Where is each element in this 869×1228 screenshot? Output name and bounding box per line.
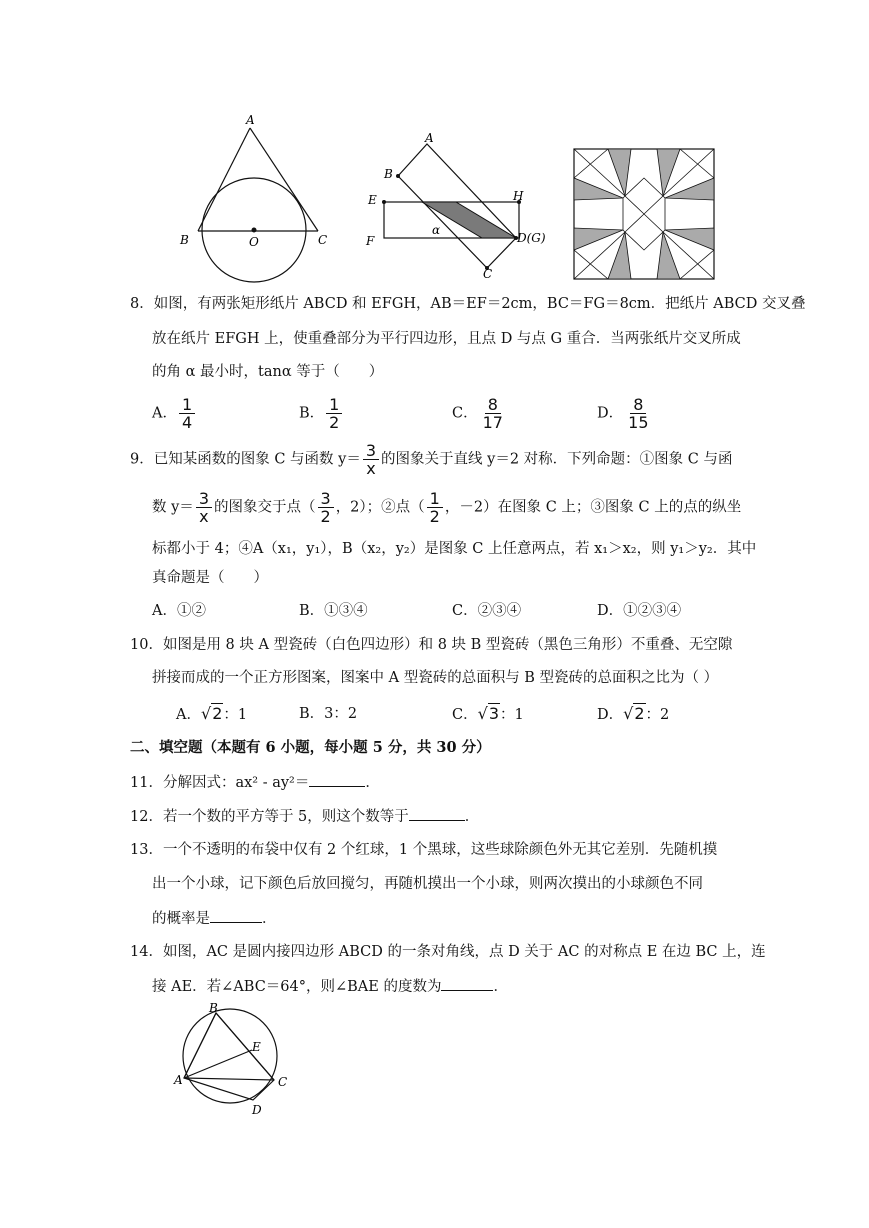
q9-line4: 真命题是（ ） <box>152 570 268 586</box>
q14-answer-blank[interactable] <box>441 976 493 991</box>
q8-option-c-label: C． <box>452 405 478 422</box>
q8-option-c[interactable] <box>452 396 508 431</box>
fig2-label-a: A <box>425 131 434 145</box>
fig2-label-dg: D(G) <box>517 231 546 245</box>
fig14-label-d: D <box>252 1103 262 1117</box>
figure-tile-pattern <box>573 148 715 280</box>
fig2-label-alpha: α <box>432 223 441 237</box>
q8-option-d-label: D． <box>597 405 624 422</box>
q8-option-b[interactable] <box>299 396 344 431</box>
fig14-label-a: A <box>174 1073 183 1087</box>
sqrt-icon: √2 <box>623 704 645 723</box>
section-2-title: 二、填空题（本题有 6 小题，每小题 5 分，共 30 分） <box>130 739 491 756</box>
q8-option-d[interactable] <box>597 396 654 431</box>
q10-option-c[interactable]: C．√3：1 <box>452 704 524 723</box>
figure-overlapping-rectangles <box>360 130 560 280</box>
q8-option-b-label: B． <box>299 405 325 422</box>
q13-line1: 13．一个不透明的布袋中仅有 2 个红球，1 个黑球，这些球除颜色外无其它差别．先随机摸 <box>130 842 718 858</box>
q14-line1: 14．如图，AC 是圆内接四边形 ABCD 的一条对角线，点 D 关于 AC 的对称点 E 在边 BC 上，连 <box>130 944 766 960</box>
q8-line3: 的角 α 最小时，tanα 等于（ ） <box>152 364 384 380</box>
q13-line2: 出一个小球，记下颜色后放回搅匀，再随机摸出一个小球，则两次摸出的小球颜色不同 <box>152 876 703 892</box>
fig1-label-a: A <box>246 113 255 127</box>
q10-option-b[interactable]: B．3：2 <box>299 706 358 722</box>
q8-option-a-label: A． <box>152 405 177 422</box>
q9-frac-1-over-2: $\frac{1}{2}$ <box>427 490 443 525</box>
fig14-label-b: B <box>209 1001 218 1015</box>
fig2-label-b: B <box>384 167 393 181</box>
fig14-label-e: E <box>252 1040 261 1054</box>
figure-triangle-circle <box>170 108 350 283</box>
q10-option-d[interactable]: D．√2：2 <box>597 704 670 723</box>
q9-line3: 标都小于 4；④A（x₁，y₁），B（x₂，y₂）是图象 C 上任意两点，若 x₁＞x₂，则 y₁＞y₂．其中 <box>152 541 757 557</box>
q8-line1: 8．如图，有两张矩形纸片 ABCD 和 EFGH，AB＝EF＝2cm，BC＝FG＝8cm．把纸片 ABCD 交叉叠 <box>130 296 806 312</box>
fig2-label-c: C <box>483 267 493 280</box>
q9-option-b[interactable]: B．①③④ <box>299 603 368 619</box>
q11: 11．分解因式：ax² - ay²＝ ． <box>130 772 380 793</box>
q9-frac-3-over-x-b: $\frac{3}{x}$ <box>196 490 212 525</box>
fig1-label-o: O <box>249 235 259 249</box>
q12: 12．若一个数的平方等于 5，则这个数等于 ． <box>130 806 479 827</box>
fig2-label-e: E <box>368 193 377 207</box>
q13-answer-blank[interactable] <box>210 908 262 923</box>
q12-answer-blank[interactable] <box>409 806 465 821</box>
q9-line1: 9．已知某函数的图象 C 与函数 y＝ $\frac{3}{x}$ 的图象关于直线 y＝2 对称．下列命题：①图象 C 与函 <box>130 441 733 478</box>
q8-option-b-fraction: $\frac{1}{2}$ <box>326 396 342 431</box>
q9-frac-3-over-2: $\frac{3}{2}$ <box>318 490 334 525</box>
sqrt-icon: √2 <box>200 704 223 723</box>
q9-option-a[interactable]: A．①② <box>152 603 206 619</box>
q9-line2: 数 y＝ $\frac{3}{x}$ 的图象交于点（ $\frac{3}{2}$ ，2）；②点（ $\frac{1}{2}$ ，－2）在图象 C 上；③图象 C 上的点的纵坐 <box>152 489 742 526</box>
fig2-label-h: H <box>513 189 524 203</box>
q10-option-a[interactable]: A．√2：1 <box>176 704 248 723</box>
sqrt-icon: √3 <box>477 704 499 723</box>
q8-option-a-fraction: $\frac{1}{4}$ <box>179 396 195 431</box>
q8-option-c-fraction: $\frac{8}{17}$ <box>482 395 503 432</box>
q11-answer-blank[interactable] <box>309 772 365 787</box>
fig1-label-c: C <box>318 233 328 247</box>
fig1-label-b: B <box>180 233 189 247</box>
q13-line3: 的概率是 ． <box>152 908 277 929</box>
q8-line2: 放在纸片 EFGH 上，使重叠部分为平行四边形，且点 D 与点 G 重合．当两张纸片交叉所成 <box>152 331 741 347</box>
fig14-label-c: C <box>278 1075 288 1089</box>
q14-line2: 接 AE．若∠ABC＝64°，则∠BAE 的度数为 ． <box>152 976 508 997</box>
q10-line2: 拼接而成的一个正方形图案，图案中 A 型瓷砖的总面积与 B 型瓷砖的总面积之比为（ ） <box>152 670 719 686</box>
q10-line1: 10．如图是用 8 块 A 型瓷砖（白色四边形）和 8 块 B 型瓷砖（黑色三角形）不重叠、无空隙 <box>130 637 733 653</box>
figure-q14-circle <box>170 1000 305 1120</box>
q8-option-d-fraction: $\frac{8}{15}$ <box>628 395 649 432</box>
q9-option-d[interactable]: D．①②③④ <box>597 603 682 619</box>
q9-option-c[interactable]: C．②③④ <box>452 603 522 619</box>
q8-option-a[interactable] <box>152 396 197 431</box>
fig2-label-f: F <box>366 234 375 248</box>
q9-frac-3-over-x-a: $\frac{3}{x}$ <box>363 442 379 477</box>
